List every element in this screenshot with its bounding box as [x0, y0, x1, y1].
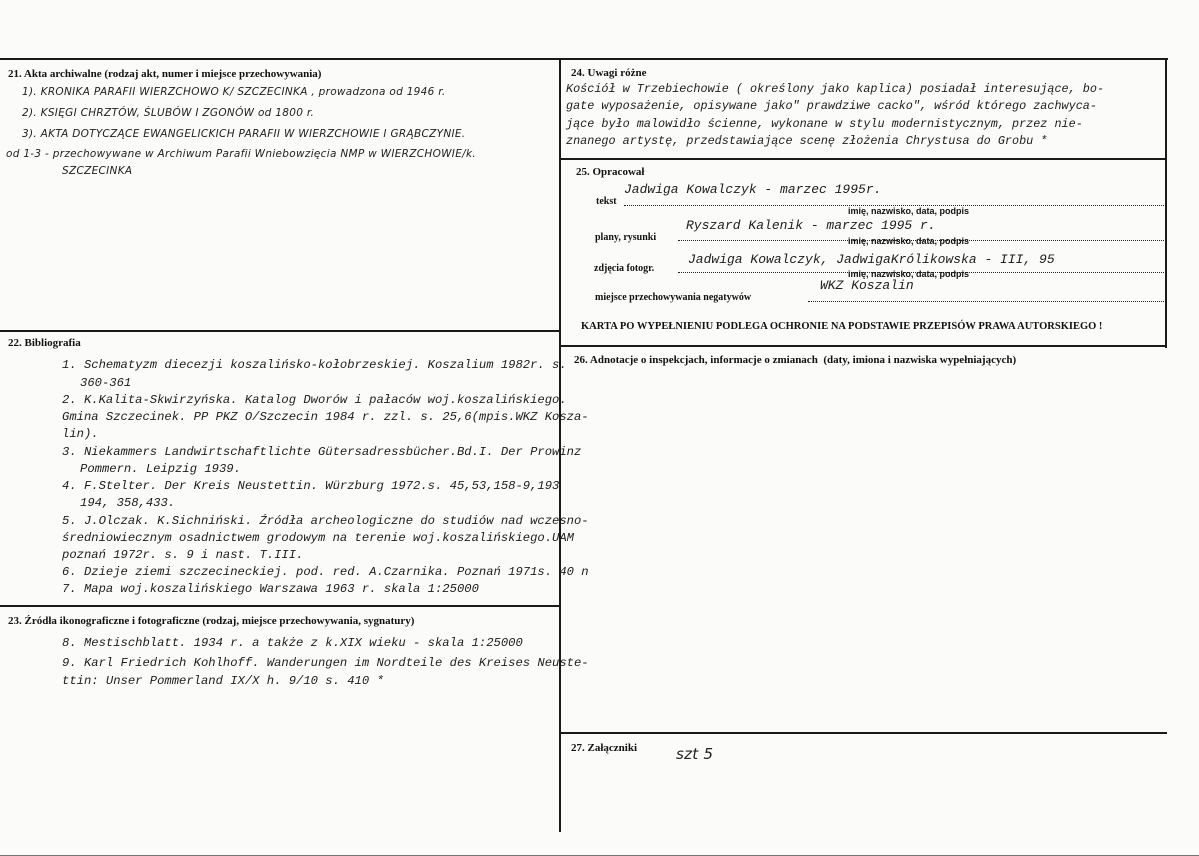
bibliography-line: poznań 1972r. s. 9 i nast. T.III.	[62, 548, 304, 562]
section-21-header: 21. Akta archiwalne (rodzaj akt, numer i miejsce przechowywania)	[8, 68, 322, 80]
field-hint: imię, nazwisko, data, podpis	[848, 206, 970, 216]
plans-label: plany, rysunki	[595, 232, 657, 243]
remarks-line: znanego artystę, przedstawiające scenę złożenia Chrystusa do Grobu *	[566, 134, 1048, 148]
archive-line-5: SZCZECINKA	[62, 165, 133, 177]
section-26-header: 26. Adnotacje o inspekcjach, informacje o zmianach (daty, imiona i nazwiska wypełniających)	[574, 354, 1017, 366]
archive-line-1: 1). KRONIKA PARAFII WIERZCHOWO K/ SZCZECINKA , prowadzona od 1946 r.	[22, 86, 446, 98]
author-text-value: Jadwiga Kowalczyk - marzec 1995r.	[624, 182, 882, 197]
field-hint: imię, nazwisko, data, podpis	[848, 269, 970, 279]
field-hint: imię, nazwisko, data, podpis	[848, 236, 970, 246]
iconography-line: ttin: Unser Pommerland IX/X h. 9/10 s. 410 *	[62, 674, 384, 688]
divider-25-26	[560, 345, 1167, 347]
bibliography-line: 2. K.Kalita-Skwirzyńska. Katalog Dworów i pałaców woj.koszalińskiego.	[62, 393, 567, 407]
author-text-label: tekst	[596, 196, 617, 207]
bibliography-line: lin).	[62, 427, 99, 441]
bibliography-line: 3. Niekammers Landwirtschaftlichte Gütersadressbücher.Bd.I. Der Prowinz	[62, 445, 582, 459]
iconography-line: 8. Mestischblatt. 1934 r. a także z k.XIX wieku - skala 1:25000	[62, 636, 523, 650]
bibliography-line: średniowiecznym osadnictwem grodowym na terenie woj.koszalińskiego.UAM	[62, 531, 574, 545]
remarks-line: Kościół w Trzebiechowie ( określony jako kaplica) posiadał interesujące, bo-	[566, 82, 1105, 96]
photos-value: Jadwiga Kowalczyk, JadwigaKrólikowska - III, 95	[688, 252, 1055, 267]
archive-line-4: od 1-3 - przechowywane w Archiwum Parafii Wniebowzięcia NMP w WIERZCHOWIE/k.	[6, 148, 476, 160]
section-22-header: 22. Bibliografia	[8, 337, 81, 349]
bibliography-line: 5. J.Olczak. K.Sichniński. Źródła archeologiczne do studiów nad wczesno-	[62, 514, 589, 528]
archive-line-3: 3). AKTA DOTYCZĄCE EWANGELICKICH PARAFII W WIERZCHOWIE I GRĄBCZYNIE.	[22, 128, 466, 140]
negatives-label: miejsce przechowywania negatywów	[595, 292, 752, 303]
archive-line-2: 2). KSIĘGI CHRZTÓW, ŚLUBÓW I ZGONÓW od 1800 r.	[22, 107, 315, 119]
section-23-header: 23. Źródła ikonograficzne i fotograficzne (rodzaj, miejsce przechowywania, sygnatury)	[8, 615, 415, 627]
remarks-line: jące było malowidło ścienne, wykonane w stylu modernistycznym, przez nie-	[566, 117, 1083, 131]
bibliography-line: Pommern. Leipzig 1939.	[80, 462, 241, 476]
photos-label: zdjęcia fotogr.	[594, 263, 655, 274]
bibliography-line: 194, 358,433.	[80, 496, 176, 510]
section-27-header: 27. Załączniki	[571, 742, 638, 754]
top-border	[0, 58, 1168, 60]
bibliography-line: 360-361	[80, 376, 132, 390]
bibliography-line: 7. Mapa woj.koszalińskiego Warszawa 1963 r. skala 1:25000	[62, 582, 479, 596]
iconography-line: 9. Karl Friedrich Kohlhoff. Wanderungen im Nordteile des Kreises Neuste-	[62, 656, 589, 670]
divider-22-23	[0, 605, 560, 607]
divider-24-25	[560, 158, 1167, 160]
dotted-line	[808, 301, 1164, 302]
divider-26-27	[560, 732, 1167, 734]
section-24-header: 24. Uwagi różne	[571, 67, 647, 79]
right-border	[1165, 58, 1167, 348]
copyright-notice: KARTA PO WYPEŁNIENIU PODLEGA OCHRONIE NA PODSTAWIE PRZEPISÓW PRAWA AUTORSKIEGO !	[581, 321, 1103, 332]
bibliography-line: 6. Dzieje ziemi szczecineckiej. pod. red. A.Czarnika. Poznań 1971s. 40 n	[62, 565, 589, 579]
attachments-value: szt 5	[676, 745, 714, 763]
plans-value: Ryszard Kalenik - marzec 1995 r.	[686, 218, 936, 233]
remarks-line: gate wyposażenie, opisywane jako" prawdziwe cacko", wśród którego zachwyca-	[566, 99, 1097, 113]
bibliography-line: Gmina Szczecinek. PP PKZ O/Szczecin 1984 r. zzl. s. 25,6(mpis.WKZ Kosza-	[62, 410, 589, 424]
section-25-header: 25. Opracował	[576, 166, 645, 178]
negatives-value: WKZ Koszalin	[820, 278, 914, 293]
bibliography-line: 1. Schematyzm diecezji koszalińsko-kołobrzeskiej. Koszalium 1982r. s.	[62, 358, 567, 372]
bibliography-line: 4. F.Stelter. Der Kreis Neustettin. Würzburg 1972.s. 45,53,158-9,193	[62, 479, 560, 493]
divider-21-22	[0, 330, 560, 332]
